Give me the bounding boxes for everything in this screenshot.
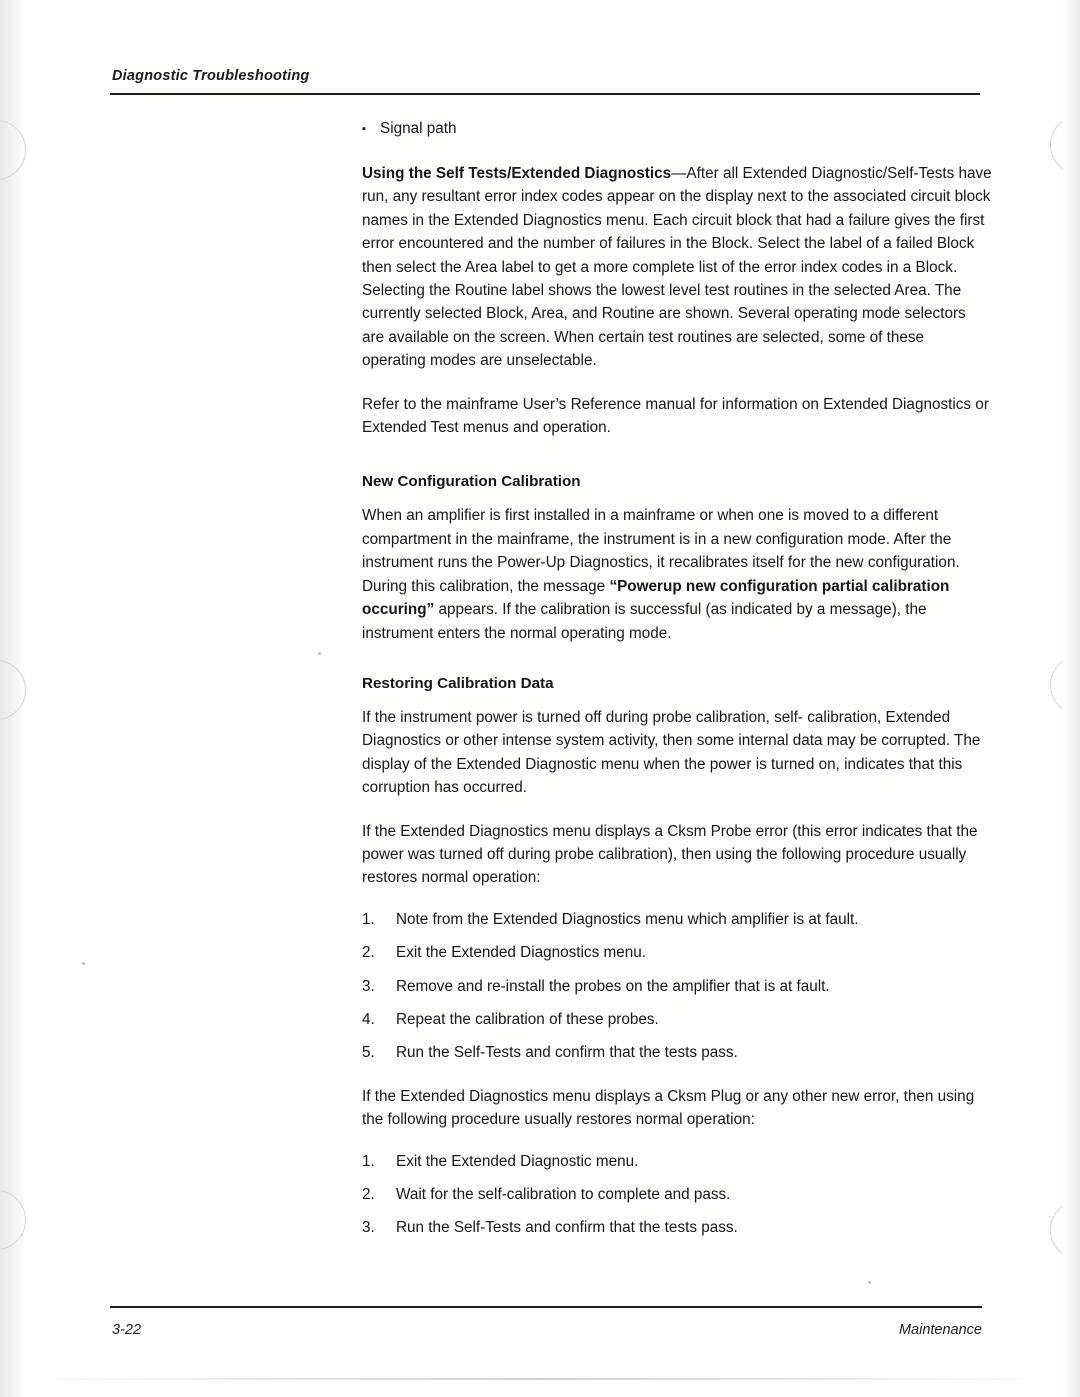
list-item	[362, 941, 992, 964]
list-item-text: Exit the Extended Diagnostics menu.	[396, 944, 646, 962]
list-item-number: 1.	[362, 1152, 375, 1170]
footer-section-name: Maintenance	[898, 1322, 982, 1338]
list-item-text: Repeat the calibration of these probes.	[396, 1010, 659, 1028]
heading-new-configuration-calibration: New Configuration Calibration	[362, 473, 581, 491]
paragraph-self-tests-body: After all Extended Diagnostic/Self-Tests have run, any resultant error index codes appear on the display next to the associated circuit block names in the Extended Diagnostics menu. Each circuit block that had a failure gives the first error encountered and the number of failures in the Block. Select the label of a failed Block then select the Area label to get a more complete list of the error index codes in a Block. Selecting the Routine label shows the lowest level test routines in the selected Area. The currently selected Block, Area, and Routine are shown. Several operating mode selectors are available on the screen. When certain test routines are selected, some of these operating modes are unselectable.	[362, 165, 992, 370]
list-item-number: 3.	[362, 977, 375, 995]
binder-arc-artifact	[0, 1190, 26, 1250]
bullet-item-signal-path	[362, 118, 992, 140]
binder-arc-artifact	[0, 120, 26, 180]
scan-speck	[868, 1281, 871, 1284]
heading-restoring-calibration-data: Restoring Calibration Data	[362, 674, 554, 692]
paragraph-self-tests-lead: Using the Self Tests/Extended Diagnostics	[362, 165, 672, 182]
list-item	[362, 1216, 992, 1239]
list-item	[362, 1008, 992, 1031]
list-item-number: 3.	[362, 1219, 375, 1237]
binder-arc-artifact	[1050, 115, 1080, 175]
list-item-text: Run the Self-Tests and confirm that the tests pass.	[396, 1044, 738, 1062]
list-item-number: 5.	[362, 1044, 375, 1062]
running-header-title: Diagnostic Troubleshooting	[112, 68, 310, 84]
binder-arc-artifact	[0, 660, 26, 720]
paragraph-self-tests	[362, 162, 992, 373]
binder-arc-artifact	[1050, 655, 1080, 715]
list-item-text: Exit the Extended Diagnostic menu.	[396, 1152, 639, 1170]
paragraph-restoring-1: If the instrument power is turned off during probe calibration, self- calibration, Extended Diagnostics or other intense system activity, then some internal data may be corrupted. The display of the Extended Diagnostic menu when the power is turned on, indicates that this corruption has occurred.	[362, 708, 981, 797]
footer-rule	[110, 1306, 982, 1308]
paragraph-new-configuration-message: “Powerup new configuration partial calibration occuring”	[362, 577, 950, 619]
procedure-list-cksm-probe	[362, 908, 992, 1065]
bullet-item-label: Signal path	[380, 120, 457, 137]
scan-speck	[82, 962, 85, 965]
paragraph-restoring-3: If the Extended Diagnostics menu displays a Cksm Plug or any other new error, then using the following procedure usually restores normal operation:	[362, 1087, 975, 1129]
procedure-list-cksm-plug	[362, 1150, 992, 1240]
paragraph-new-configuration-part2: appears. If the calibration is successful (as indicated by a message), the instrument enters the normal operating mode.	[362, 601, 927, 642]
bullet-marker-icon: ▪	[362, 123, 366, 135]
paragraph-self-tests-dash: —	[671, 165, 687, 182]
list-item	[362, 1041, 992, 1064]
list-item	[362, 908, 992, 931]
page-number: 3-22	[112, 1322, 142, 1338]
scan-edge-artifact	[40, 1378, 1040, 1380]
header-rule	[110, 93, 980, 95]
scan-speck	[318, 652, 321, 655]
paragraph-new-configuration	[362, 504, 992, 644]
page-body	[362, 118, 992, 1260]
list-item-text: Wait for the self-calibration to complete and pass.	[396, 1186, 731, 1203]
paragraph-new-configuration-part1: When an amplifier is first installed in a mainframe or when one is moved to a different compartment in the mainframe, the instrument is in a new configuration mode. After the instrument runs the Power-Up Diagnostics, it recalibrates itself for the new configuration. During this calibration, the message	[362, 507, 960, 595]
binder-arc-artifact	[1050, 1200, 1080, 1260]
list-item	[362, 1183, 992, 1206]
list-item-text: Run the Self-Tests and confirm that the tests pass.	[396, 1219, 738, 1237]
list-item	[362, 1150, 992, 1173]
list-item-number: 4.	[362, 1010, 375, 1028]
list-item-text: Remove and re-install the probes on the amplifier that is at fault.	[396, 977, 830, 995]
paragraph-restoring-2: If the Extended Diagnostics menu displays a Cksm Probe error (this error indicates that the power was turned off during probe calibration), then using the following procedure usually restores normal operation:	[362, 822, 978, 887]
list-item-number: 2.	[362, 944, 375, 962]
list-item-text: Note from the Extended Diagnostics menu which amplifier is at fault.	[396, 910, 859, 928]
paragraph-refer-manual: Refer to the mainframe User’s Reference manual for information on Extended Diagnostics or Extended Test menus and operation.	[362, 395, 989, 437]
list-item-number: 1.	[362, 910, 375, 928]
list-item-number: 2.	[362, 1186, 375, 1203]
list-item	[362, 975, 992, 998]
